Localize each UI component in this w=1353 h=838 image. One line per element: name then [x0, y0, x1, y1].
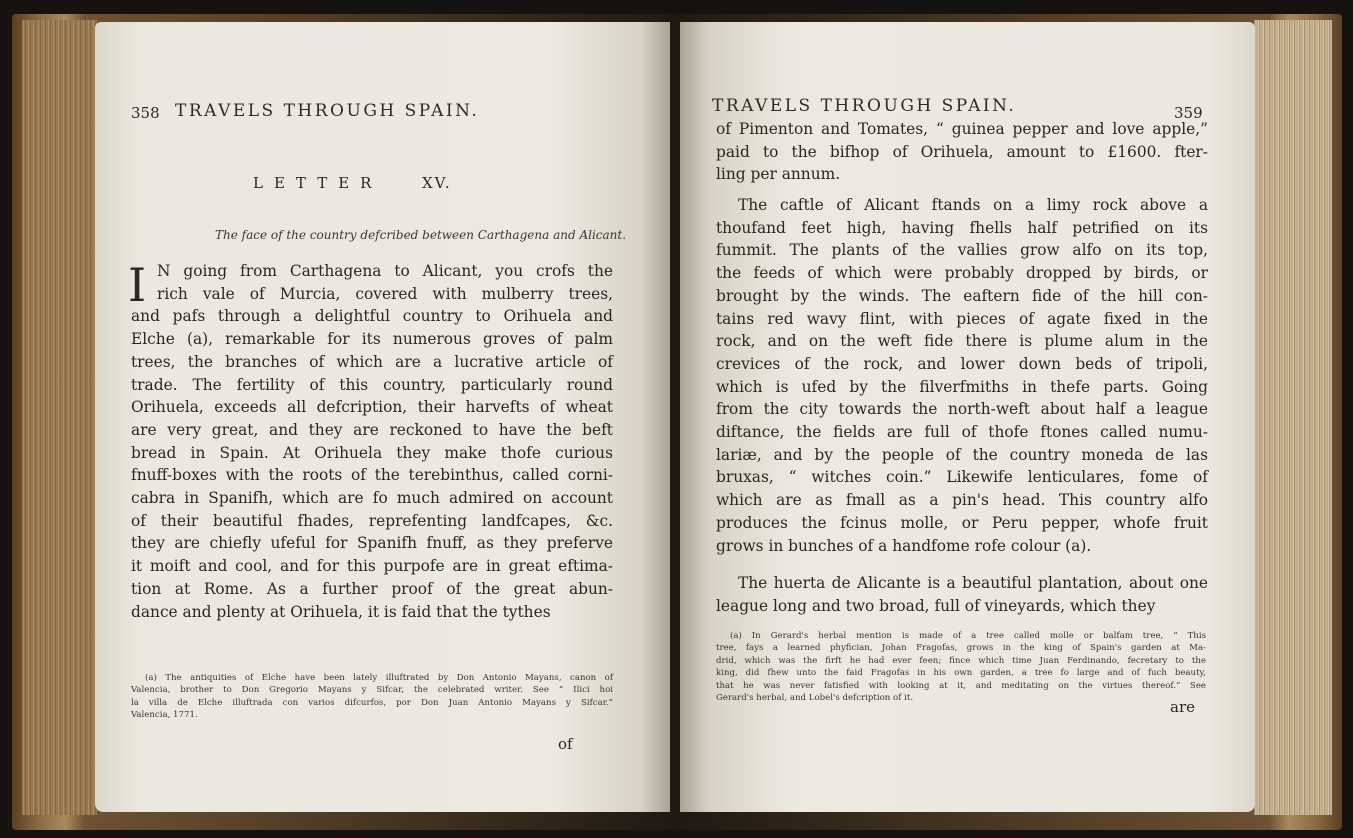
text-line: Gerard's herbal, and Lobel's defcription of it. [716, 693, 914, 704]
paragraph-1 [716, 118, 1208, 186]
text-line: league long and two broad, full of vineyards, which they [716, 596, 1156, 615]
text-line: la villa de Elche illuftrada con varios difcurfos, por Don Juan Antonio Mayans y Sifcar.” [131, 697, 613, 708]
text-line: crevices of the rock, and lower down beds of tripoli, [716, 354, 1208, 373]
text-line: drid, which was the firft he had ever feen; fince which time Juan Ferdinando, fecretary to the [716, 655, 1206, 666]
left-page [95, 22, 670, 812]
paragraph-2 [716, 194, 1208, 557]
footnote [131, 672, 613, 722]
text-line: diftance, the fields are full of thofe ftones called numu- [716, 423, 1208, 442]
text-line: which is ufed by the filverfmiths in thefe parts. Going [716, 377, 1208, 396]
text-line: fummit. The plants of the vallies grow alfo on its top, [716, 241, 1208, 260]
footnote [716, 630, 1206, 704]
text-line: Valencia, 1771. [131, 710, 198, 721]
text-line: Elche (a), remarkable for its numerous groves of palm [131, 330, 613, 349]
catchword: are [1170, 698, 1195, 716]
right-page [680, 22, 1255, 812]
letter-subtitle: The face of the country defcribed between Carthagena and Alicant. [215, 228, 627, 242]
text-line: which are as fmall as a pin's head. This country alfo [716, 491, 1208, 510]
running-head: TRAVELS THROUGH SPAIN. [712, 96, 1017, 116]
letter-title: LETTER [253, 174, 383, 192]
text-line: bruxas, “ witches coin.” Likewife lenticulares, fome of [716, 468, 1208, 487]
text-line: of their beautiful fhades, reprefenting landfcapes, &c. [131, 511, 613, 530]
text-line: that he was never fatisfied with looking at it, and meditating on the virtues thereof.” See [716, 680, 1206, 691]
text-line: bread in Spain. At Orihuela they make thofe curious [131, 443, 613, 462]
text-line: fnuff-boxes with the roots of the terebinthus, called corni- [131, 466, 613, 485]
text-line: Orihuela, exceeds all defcription, their harvefts of wheat [131, 398, 613, 417]
right-page-edges [1254, 20, 1332, 815]
text-line: the feeds of which were probably dropped by birds, or [716, 264, 1208, 283]
letter-number: XV. [422, 174, 452, 192]
text-line: tion at Rome. As a further proof of the great abun- [131, 579, 613, 598]
text-line: grows in bunches of a handfome rofe colour (a). [716, 536, 1092, 555]
text-line: from the city towards the north-weft about half a league [716, 400, 1208, 419]
text-line: of Pimenton and Tomates, “ guinea pepper and love apple,” [716, 120, 1208, 138]
drop-cap: I [128, 258, 147, 312]
running-head: TRAVELS THROUGH SPAIN. [175, 101, 480, 121]
text-line: king, did fhew unto the faid Fragofas in his own garden, a tree fo large and of fuch beauty, [716, 668, 1206, 679]
text-line: are very great, and they are reckoned to have the beft [131, 420, 613, 439]
text-line: rock, and on the weft fide there is plume alum in the [716, 332, 1208, 351]
text-line: (a) In Gerard's herbal mention is made of a tree called molle or balfam tree, “ This [730, 631, 1206, 641]
left-page-edges [22, 20, 97, 815]
text-line: it moift and cool, and for this purpofe are in great eftima- [131, 557, 613, 576]
text-line: produces the fcinus molle, or Peru pepper, whofe fruit [716, 513, 1208, 532]
text-line: tree, fays a learned phyfician, Johan Fragofas, grows in the king of Spain's garden at Ma- [716, 643, 1206, 654]
text-line: dance and plenty at Orihuela, it is faid that the tythes [131, 602, 551, 621]
text-line: trees, the branches of which are a lucrative article of [131, 352, 613, 371]
text-line: they are chiefly ufeful for Spanifh fnuff, as they preferve [131, 534, 613, 553]
text-line: thoufand feet high, having fhells half petrified on its [716, 218, 1208, 237]
catchword: of [558, 735, 573, 753]
text-line: The huerta de Alicante is a beautiful plantation, about one [738, 574, 1208, 592]
text-line: brought by the winds. The eaftern fide of the hill con- [716, 286, 1208, 305]
text-line: The caftle of Alicant ftands on a limy rock above a [738, 196, 1208, 214]
text-line: lariæ, and by the people of the country moneda de las [716, 445, 1208, 464]
text-line: (a) The antiquities of Elche have been lately illuftrated by Don Antonio Mayans, canon of [145, 673, 613, 683]
paragraph-3 [716, 572, 1208, 617]
text-line: tains red wavy flint, with pieces of agate fixed in the [716, 309, 1208, 328]
text-line: cabra in Spanifh, which are fo much admired on account [131, 489, 613, 508]
text-line: paid to the bifhop of Orihuela, amount to £1600. fter- [716, 142, 1208, 161]
body-text [131, 260, 613, 623]
page-number: 358 [131, 104, 160, 122]
text-line: rich vale of Murcia, covered with mulberry trees, [157, 284, 613, 303]
page-number: 359 [1174, 104, 1203, 122]
text-line: trade. The fertility of this country, particularly round [131, 375, 613, 394]
text-line: and pafs through a delightful country to Orihuela and [131, 307, 613, 326]
text-line: ling per annum. [716, 165, 841, 184]
text-line: Valencia, brother to Don Gregorio Mayans y Sifcar, the celebrated writer. See “ Ilici hoi [131, 685, 613, 696]
text-line: N going from Carthagena to Alicant, you crofs the [157, 262, 613, 280]
